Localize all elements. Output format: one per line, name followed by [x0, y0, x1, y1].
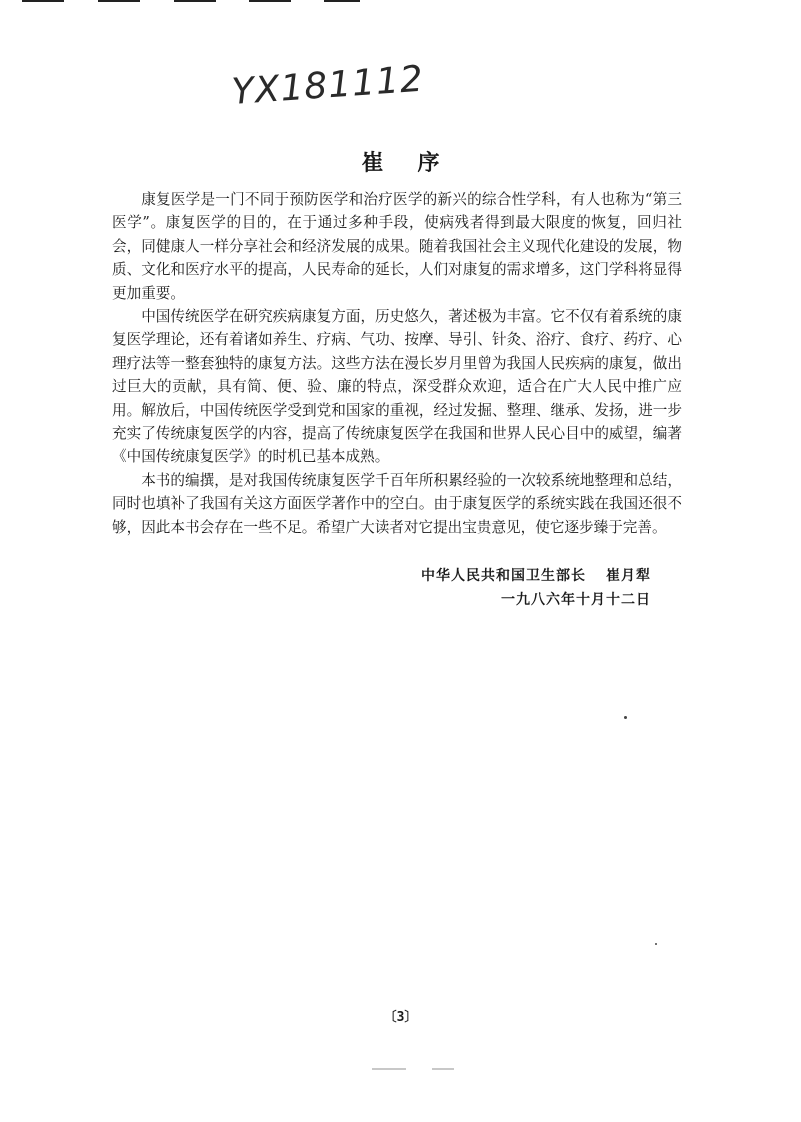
- top-rule: [22, 0, 64, 2]
- page-number: 〔3〕: [383, 1010, 418, 1025]
- top-rule: [98, 0, 140, 2]
- scan-artifact: [372, 1068, 406, 1070]
- top-rule: [174, 0, 216, 2]
- scan-speck: [624, 716, 627, 719]
- signature-date: 一九八六年十月十二日: [501, 592, 651, 608]
- paragraph: 本书的编撰，是对我国传统康复医学千百年所积累经验的一次较系统地整理和总结，同时也填补了我国有关这方面医学著作中的空白。由于康复医学的系统实践在我国还很不够，因此本书会存在一些不足。希望广大读者对它提出宝贵意见，使它逐步臻于完善。: [112, 471, 682, 536]
- top-rule: [324, 0, 360, 2]
- paragraph: 中国传统医学在研究疾病康复方面，历史悠久，著述极为丰富。它不仅有着系统的康复医学理论，还有着诸如养生、疗病、气功、按摩、导引、针灸、浴疗、食疗、药疗、心理疗法等一整套独特的康复方法。这些方法在漫长岁月里曾为我国人民疾病的康复，做出过巨大的贡献，具有简、便、验、廉的特点，深受群众欢迎，适合在广大人民中推广应用。解放后，中国传统医学受到党和国家的重视，经过发掘、整理、继承、发扬，进一步充实了传统康复医学的内容，提高了传统康复医学在我国和世界人民心目中的威望，编著《中国传统康复医学》的时机已基本成熟。: [112, 308, 682, 466]
- signature-organization: 中华人民共和国卫生部长: [421, 568, 586, 584]
- paragraph: 康复医学是一门不同于预防医学和治疗医学的新兴的综合性学科，有人也称为“第三医学”。康复医学的目的，在于通过多种手段，使病残者得到最大限度的恢复，回归社会，同健康人一样分享社会和经济发展的成果。随着我国社会主义现代化建设的发展，物质、文化和医疗水平的提高，人民寿命的延长，人们对康复的需求增多，这门学科将显得更加重要。: [112, 191, 682, 302]
- scan-speck: [655, 943, 657, 945]
- handwritten-catalog-number: YX181112: [230, 58, 426, 113]
- signature-line: [421, 565, 651, 585]
- preface-body: [112, 188, 682, 539]
- signature-name: 崔月犁: [606, 568, 651, 584]
- scan-artifact: [432, 1068, 454, 1070]
- top-rule: [249, 0, 291, 2]
- page-title: 崔序: [361, 151, 474, 176]
